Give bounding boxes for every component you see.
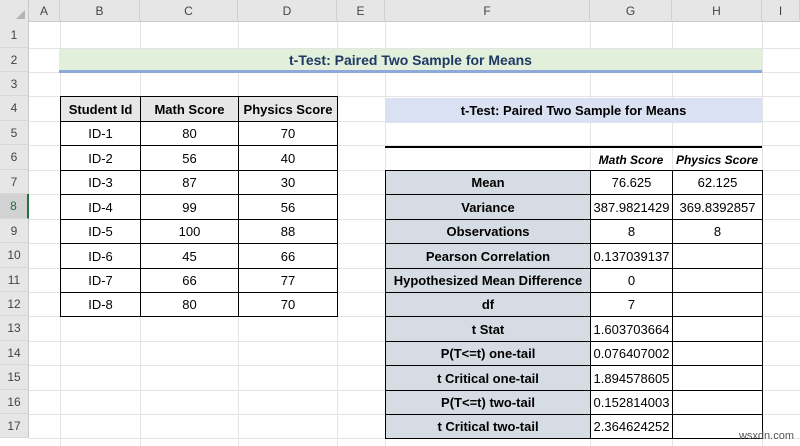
results-row-label[interactable]: Hypothesized Mean Difference <box>385 268 591 293</box>
results-row-label[interactable]: df <box>385 292 591 317</box>
row-header-14[interactable]: 14 <box>0 341 29 365</box>
sheet-title-banner[interactable]: t-Test: Paired Two Sample for Means <box>59 49 762 73</box>
results-cell[interactable]: 369.8392857 <box>672 194 763 220</box>
results-col-header-physics[interactable]: Physics Score <box>675 153 759 167</box>
results-row-label[interactable]: Pearson Correlation <box>385 243 591 269</box>
row-header-4[interactable]: 4 <box>0 96 29 121</box>
results-cell[interactable]: 0.076407002 <box>590 341 673 366</box>
results-row-label[interactable]: Observations <box>385 219 591 244</box>
results-cell[interactable]: 8 <box>672 219 763 244</box>
results-cell[interactable] <box>672 243 763 269</box>
results-row-label[interactable]: t Stat <box>385 316 591 342</box>
results-cell[interactable]: 7 <box>590 292 673 317</box>
score-table-cell[interactable]: 99 <box>140 194 239 220</box>
results-cell[interactable]: 0.137039137 <box>590 243 673 269</box>
score-table-cell[interactable]: ID-3 <box>60 170 141 195</box>
score-table-cell[interactable]: 66 <box>140 268 239 293</box>
select-all-button[interactable] <box>0 0 29 22</box>
results-row-label[interactable]: P(T<=t) two-tail <box>385 390 591 415</box>
column-header-a[interactable]: A <box>29 0 60 22</box>
row-header-9[interactable]: 9 <box>0 219 29 243</box>
score-table-cell[interactable]: ID-4 <box>60 194 141 220</box>
score-table-cell[interactable]: ID-8 <box>60 292 141 317</box>
row-header-8[interactable]: 8 <box>0 194 29 219</box>
score-table-cell[interactable]: ID-1 <box>60 121 141 146</box>
row-header-3[interactable]: 3 <box>0 72 29 96</box>
column-header-i[interactable]: I <box>762 0 800 22</box>
score-table-header-student-id[interactable]: Student Id <box>60 96 141 122</box>
results-cell[interactable]: 0 <box>590 268 673 293</box>
score-table-cell[interactable]: 56 <box>140 145 239 171</box>
results-col-header-math[interactable]: Math Score <box>598 153 664 167</box>
score-table-cell[interactable]: 80 <box>140 292 239 317</box>
score-table-cell[interactable]: 80 <box>140 121 239 146</box>
results-cell[interactable]: 8 <box>590 219 673 244</box>
score-table-cell[interactable]: 40 <box>238 145 338 171</box>
results-row-label[interactable]: Variance <box>385 194 591 220</box>
score-table-cell[interactable]: ID-5 <box>60 219 141 244</box>
row-header-12[interactable]: 12 <box>0 292 29 316</box>
column-header-d[interactable]: D <box>238 0 337 22</box>
row-header-7[interactable]: 7 <box>0 170 29 194</box>
row-header-10[interactable]: 10 <box>0 243 29 268</box>
column-header-c[interactable]: C <box>140 0 238 22</box>
row-header-11[interactable]: 11 <box>0 268 29 292</box>
results-cell[interactable] <box>672 292 763 317</box>
score-table-cell[interactable]: 70 <box>238 121 338 146</box>
score-table-cell[interactable]: ID-6 <box>60 243 141 269</box>
column-header-bar <box>0 0 800 22</box>
score-table-cell[interactable]: ID-7 <box>60 268 141 293</box>
results-cell[interactable]: 0.152814003 <box>590 390 673 415</box>
row-header-17[interactable]: 17 <box>0 414 29 438</box>
results-cell[interactable] <box>672 341 763 366</box>
results-row-label[interactable]: Mean <box>385 170 591 195</box>
score-table-cell[interactable]: 88 <box>238 219 338 244</box>
score-table-cell[interactable]: 30 <box>238 170 338 195</box>
row-header-15[interactable]: 15 <box>0 365 29 390</box>
results-cell[interactable] <box>672 268 763 293</box>
row-header-16[interactable]: 16 <box>0 390 29 414</box>
score-table-cell[interactable]: 100 <box>140 219 239 244</box>
results-cell[interactable]: 62.125 <box>672 170 763 195</box>
score-table-header-math-score[interactable]: Math Score <box>140 96 239 122</box>
column-header-e[interactable]: E <box>337 0 385 22</box>
results-row-label[interactable]: t Critical one-tail <box>385 365 591 391</box>
results-cell[interactable] <box>672 390 763 415</box>
column-header-f[interactable]: F <box>385 0 590 22</box>
score-table-cell[interactable]: ID-2 <box>60 145 141 171</box>
row-header-2[interactable]: 2 <box>0 48 29 72</box>
score-table-cell[interactable]: 45 <box>140 243 239 269</box>
row-header-6[interactable]: 6 <box>0 145 29 170</box>
results-row-label[interactable]: P(T<=t) one-tail <box>385 341 591 366</box>
score-table-cell[interactable]: 66 <box>238 243 338 269</box>
row-header-5[interactable]: 5 <box>0 121 29 145</box>
score-table-cell[interactable]: 56 <box>238 194 338 220</box>
results-cell[interactable] <box>672 316 763 342</box>
results-title[interactable]: t-Test: Paired Two Sample for Means <box>385 98 762 123</box>
select-all-triangle-icon <box>16 10 25 19</box>
score-table-cell[interactable]: 77 <box>238 268 338 293</box>
results-cell[interactable]: 1.894578605 <box>590 365 673 391</box>
score-table-header-physics-score[interactable]: Physics Score <box>238 96 338 122</box>
results-row-label[interactable]: t Critical two-tail <box>385 414 591 439</box>
column-header-h[interactable]: H <box>672 0 762 22</box>
results-cell[interactable]: 2.364624252 <box>590 414 673 439</box>
results-cell[interactable] <box>672 365 763 391</box>
row-header-1[interactable]: 1 <box>0 22 29 48</box>
watermark: wsxdn.com <box>738 430 794 442</box>
score-table-cell[interactable]: 87 <box>140 170 239 195</box>
score-table-cell[interactable]: 70 <box>238 292 338 317</box>
column-header-g[interactable]: G <box>590 0 672 22</box>
results-cell[interactable]: 387.9821429 <box>590 194 673 220</box>
row-header-13[interactable]: 13 <box>0 316 29 341</box>
results-cell[interactable]: 1.603703664 <box>590 316 673 342</box>
results-cell[interactable]: 76.625 <box>590 170 673 195</box>
column-header-b[interactable]: B <box>60 0 140 22</box>
